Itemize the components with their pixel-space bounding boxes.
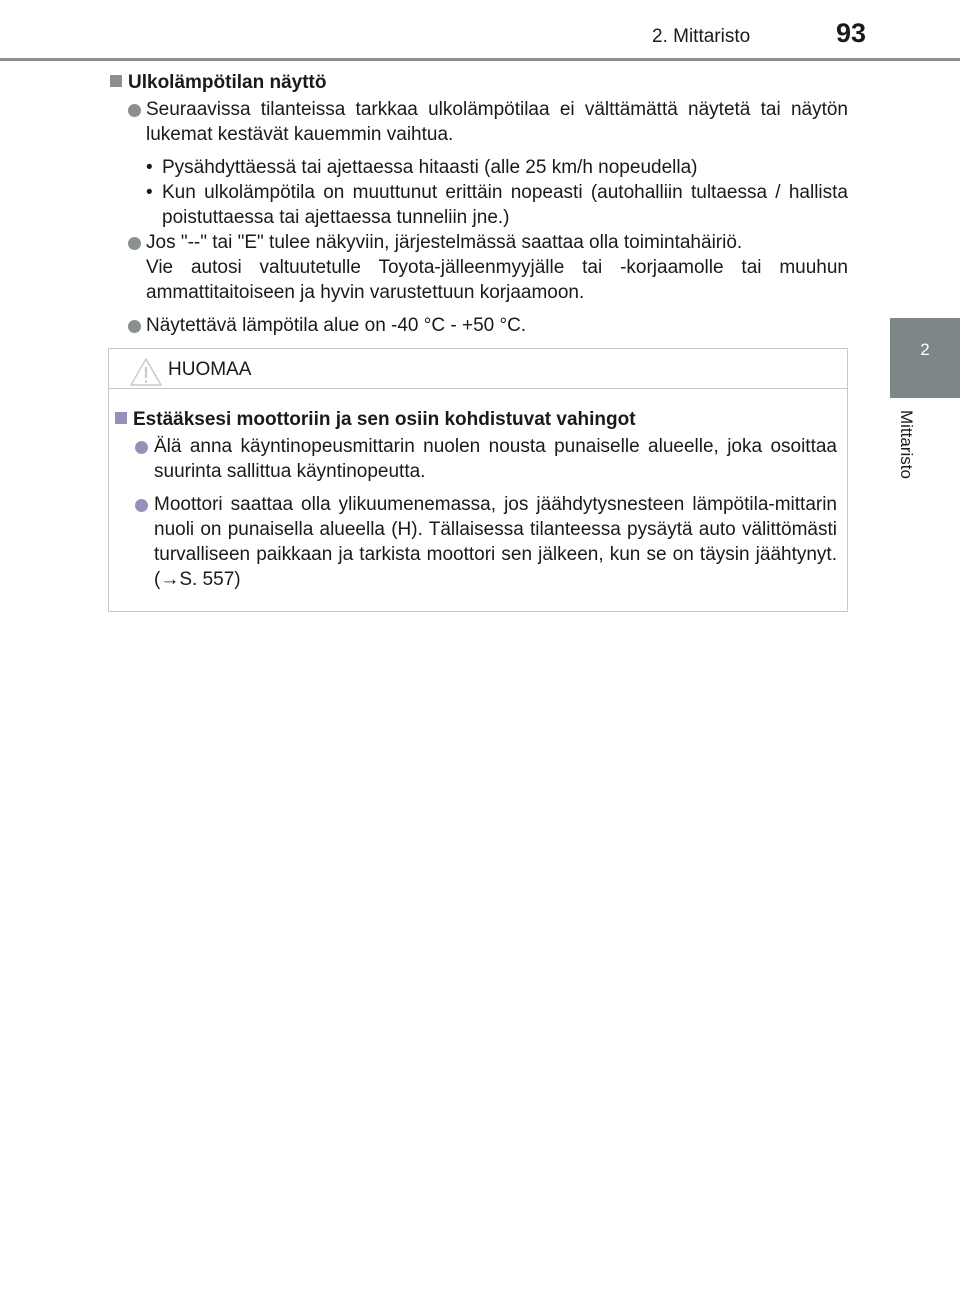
- round-bullet-icon: [135, 499, 148, 512]
- list-item-text-continued: Vie autosi valtuutetulle Toyota-jälleenmyyjälle tai -korjaamolle tai muuhun ammattitaitoiseen ja hyvin varustettuun korjaamoon.: [146, 257, 848, 303]
- list-item-text: Seuraavissa tilanteissa tarkkaa ulkolämpötilaa ei välttämättä näytetä tai näytön lukemat kestävät kauemmin vaihtua.: [146, 99, 848, 145]
- round-bullet-icon: [128, 104, 141, 117]
- sub-list-item-text: Pysähdyttäessä tai ajettaessa hitaasti (alle 25 km/h nopeudella): [162, 157, 698, 178]
- notice-header: [109, 349, 847, 389]
- list-item-text: Näytettävä lämpötila alue on -40 °C - +50 °C.: [146, 315, 527, 336]
- page-reference-link[interactable]: S. 557): [179, 569, 241, 590]
- list-item: [110, 97, 848, 147]
- notice-list-item: [109, 434, 837, 484]
- notice-body: [109, 407, 847, 592]
- chapter-tab-number: 2: [920, 340, 930, 359]
- round-bullet-icon: [128, 320, 141, 333]
- round-bullet-icon: [135, 441, 148, 454]
- sub-bullet-icon: •: [146, 157, 153, 178]
- notice-list-item-text: Älä anna käyntinopeusmittarin nuolen nousta punaiselle alueelle, joka osoittaa suurinta sallittua käyntinopeutta.: [154, 436, 837, 482]
- chapter-label: [896, 410, 920, 500]
- section-heading: [110, 70, 848, 95]
- chapter-label-text: Mittaristo: [897, 410, 916, 479]
- list-item: [110, 313, 848, 338]
- header-rule: [0, 58, 960, 61]
- notice-heading: [109, 407, 837, 432]
- page-number: 93: [836, 18, 867, 48]
- notice-box: [108, 348, 848, 612]
- notice-list-item-text: Moottori saattaa olla ylikuumenemassa, jos jäähdytysnesteen lämpötila-mittarin nuoli on punaisella alueella (H). Tällaisessa tilanteessa pysäytä auto välittömästi turvalliseen paikkaan ja tarkista moottori sen jälkeen, kun se on täysin jäähtynyt. (: [154, 494, 837, 590]
- notice-heading-text: Estääksesi moottoriin ja sen osiin kohdistuvat vahingot: [133, 409, 636, 430]
- sub-list-item-text: Kun ulkolämpötila on muuttunut erittäin nopeasti (autohalliin tultaessa / hallista poistuttaessa tai ajettaessa tunneliin jne.): [162, 182, 848, 228]
- list-item: [110, 230, 848, 305]
- arrow-right-icon: →: [160, 569, 180, 590]
- square-bullet-icon: [110, 75, 122, 87]
- chapter-tab: [890, 318, 960, 398]
- section-title: 2. Mittaristo: [652, 26, 751, 47]
- sub-list-item: [110, 155, 848, 180]
- sub-list-item: [110, 180, 848, 230]
- notice-title: HUOMAA: [168, 359, 252, 380]
- main-content: [110, 70, 848, 338]
- notice-list-item: [109, 492, 837, 592]
- sub-bullet-icon: •: [146, 182, 153, 203]
- warning-triangle-icon: [129, 357, 163, 387]
- round-bullet-icon: [128, 237, 141, 250]
- section-heading-text: Ulkolämpötilan näyttö: [128, 72, 327, 93]
- list-item-text: Jos "--" tai "E" tulee näkyviin, järjestelmässä saattaa olla toimintahäiriö.: [146, 232, 743, 253]
- square-bullet-icon: [115, 412, 127, 424]
